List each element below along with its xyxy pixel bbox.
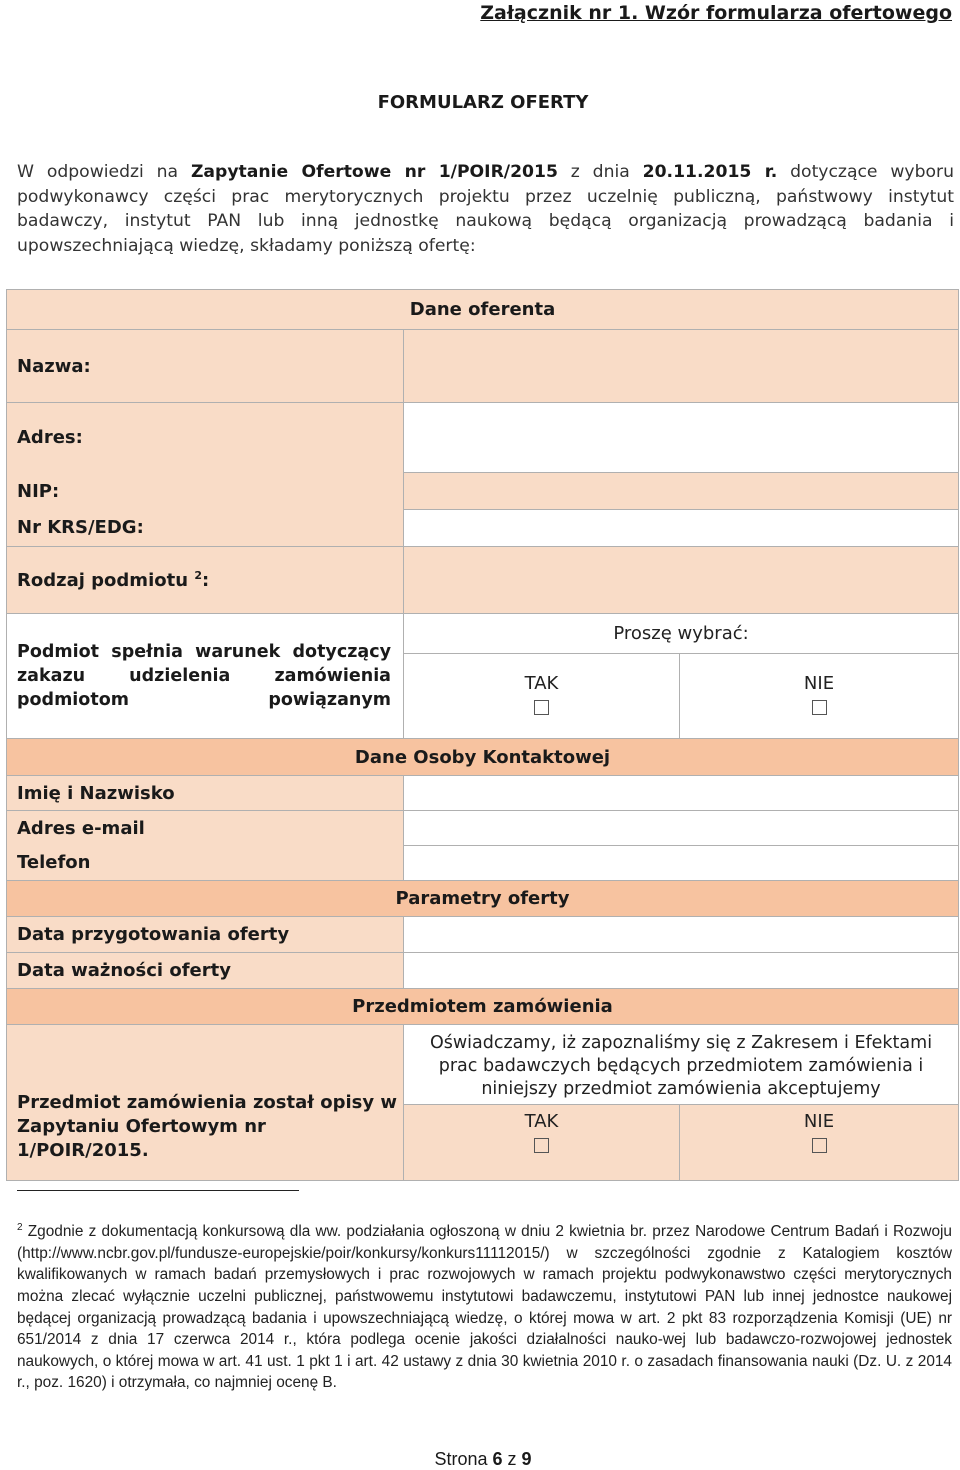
nip-field[interactable]: [404, 473, 959, 510]
subject-no-checkbox[interactable]: [812, 1138, 827, 1153]
intro-inquiry: Zapytanie Ofertowe nr 1/POIR/2015: [190, 162, 558, 182]
subject-row-top: [7, 1025, 959, 1105]
krs-row: [7, 510, 959, 547]
valid-date-label: Data ważności oferty: [7, 953, 404, 989]
intro-prefix: W odpowiedzi na: [17, 162, 179, 182]
entity-type-label: Rodzaj podmiotu $^2$:: [7, 547, 404, 614]
name-row: [7, 330, 959, 403]
offeror-header-row: [7, 290, 959, 330]
contact-header: Dane Osoby Kontaktowej: [7, 739, 959, 776]
email-row: [7, 811, 959, 846]
condition-no-label: NIE: [803, 672, 835, 694]
email-label: Adres e-mail: [7, 811, 404, 846]
contact-header-row: [7, 739, 959, 776]
entity-type-field[interactable]: [404, 547, 959, 614]
prep-date-field[interactable]: [404, 917, 959, 953]
intro-mid: z dnia: [570, 162, 630, 182]
email-field[interactable]: [404, 811, 959, 846]
condition-label: Podmiot spełnia warunek dotyczący zakazu udzielenia zamówienia podmiotom powiązanym: [7, 614, 404, 739]
condition-no-option[interactable]: [680, 654, 959, 739]
form-title: FORMULARZ OFERTY: [377, 92, 589, 113]
subject-no-option[interactable]: [680, 1105, 959, 1181]
subject-label: Przedmiot zamówienia został opisy w Zapytaniu Ofertowym nr 1/POIR/2015.: [7, 1025, 404, 1181]
prep-date-label: Data przygotowania oferty: [7, 917, 404, 953]
address-label: Adres:: [7, 403, 404, 473]
phone-field[interactable]: [404, 846, 959, 881]
phone-row: [7, 846, 959, 881]
valid-date-field[interactable]: [404, 953, 959, 989]
condition-row-top: [7, 614, 959, 654]
page-total: 9: [521, 1449, 532, 1469]
subject-yes-option[interactable]: [404, 1105, 680, 1181]
nip-label: NIP:: [7, 473, 404, 510]
fullname-label: Imię i Nazwisko: [7, 776, 404, 811]
params-header-row: [7, 881, 959, 917]
nip-row: [7, 473, 959, 510]
name-field[interactable]: [404, 330, 959, 403]
entity-type-row: [7, 547, 959, 614]
subject-header: Przedmiotem zamówienia: [7, 989, 959, 1025]
intro-rest: dotyczące wyboru podwykonawcy części prac merytorycznych projektu przez uczelnię publiczną, państwowy instytut badawczy, instytut PAN lub inną jednostkę naukową będącą organizacją prowadzącą badania i upowszechniającą wiedzę, składamy poniższą ofertę:: [17, 162, 954, 256]
footnote-text: Zgodnie z dokumentacją konkursową dla ww. podziałania ogłoszoną w dniu 2 kwietnia br. przez Narodowe Centrum Badań i Rozwoju (http://www.ncbr.gov.pl/fundusze-europejskie/poir/konkursy/konkurs11112015/) w szczególności zgodnie z Katalogiem kosztów kwalifikowanych w ramach badań przemysłowych i prac rozwojowych w ramach projektu podwykonawstwo części merytorycznych można zlecać wyłącznie uczelni publicznej, państwowemu instytutowi badawczemu, instytutowi PAN lub innej jednostce naukowej będącej organizacją prowadzącą badania i upowszechniającą wiedzę, o której mowa w art. 2 pkt 83 rozporządzenia Komisji (UE) nr 651/2014 z dnia 17 czerwca 2014 r., która podlega ocenie jakości działalności nauko-wej lub badawczo-rozwojowej jednostek naukowych, o której mowa w art. 41 ust. 1 pkt 1 i art. 42 ustawy z dnia 30 kwietnia 2010 r. o zasadach finansowania nauki (Dz. U. z 2014 r., poz. 1620) i otrzymała, co najmniej ocenę B.: [17, 1223, 952, 1392]
footnote: [17, 1217, 952, 1394]
params-header: Parametry oferty: [7, 881, 959, 917]
annex-heading: Załącznik nr 1. Wzór formularza ofertowego: [480, 2, 952, 24]
intro-date: 20.11.2015 r.: [642, 162, 778, 182]
subject-yes-label: TAK: [524, 1111, 559, 1132]
declaration-text: Oświadczamy, iż zapoznaliśmy się z Zakresem i Efektami prac badawczych będących przedmiotem zamówienia i niniejszy przedmiot zamówienia akceptujemy: [404, 1025, 959, 1105]
condition-yes-label: TAK: [524, 672, 559, 694]
condition-yes-checkbox[interactable]: [534, 700, 549, 715]
fullname-field[interactable]: [404, 776, 959, 811]
offeror-header: Dane oferenta: [7, 290, 959, 330]
subject-header-row: [7, 989, 959, 1025]
footnote-ref: 2: [194, 569, 202, 582]
fullname-row: [7, 776, 959, 811]
page-current: 6: [492, 1449, 503, 1469]
condition-yes-option[interactable]: [404, 654, 680, 739]
krs-label: Nr KRS/EDG:: [7, 510, 404, 547]
valid-date-row: [7, 953, 959, 989]
footnote-separator: [17, 1190, 299, 1191]
address-row: [7, 403, 959, 473]
krs-field[interactable]: [404, 510, 959, 547]
choose-label: Proszę wybrać:: [404, 614, 959, 654]
subject-no-label: NIE: [803, 1111, 835, 1132]
address-field[interactable]: [404, 403, 959, 473]
prep-date-row: [7, 917, 959, 953]
phone-label: Telefon: [7, 846, 404, 881]
subject-yes-checkbox[interactable]: [534, 1138, 549, 1153]
offer-table: [6, 289, 959, 1181]
condition-no-checkbox[interactable]: [812, 700, 827, 715]
page-number: Strona 6 z 9: [434, 1449, 532, 1469]
footnote-marker: 2: [17, 1222, 23, 1233]
offer-form: [6, 289, 958, 1181]
name-label: Nazwa:: [7, 330, 404, 403]
intro-paragraph: [17, 160, 954, 258]
